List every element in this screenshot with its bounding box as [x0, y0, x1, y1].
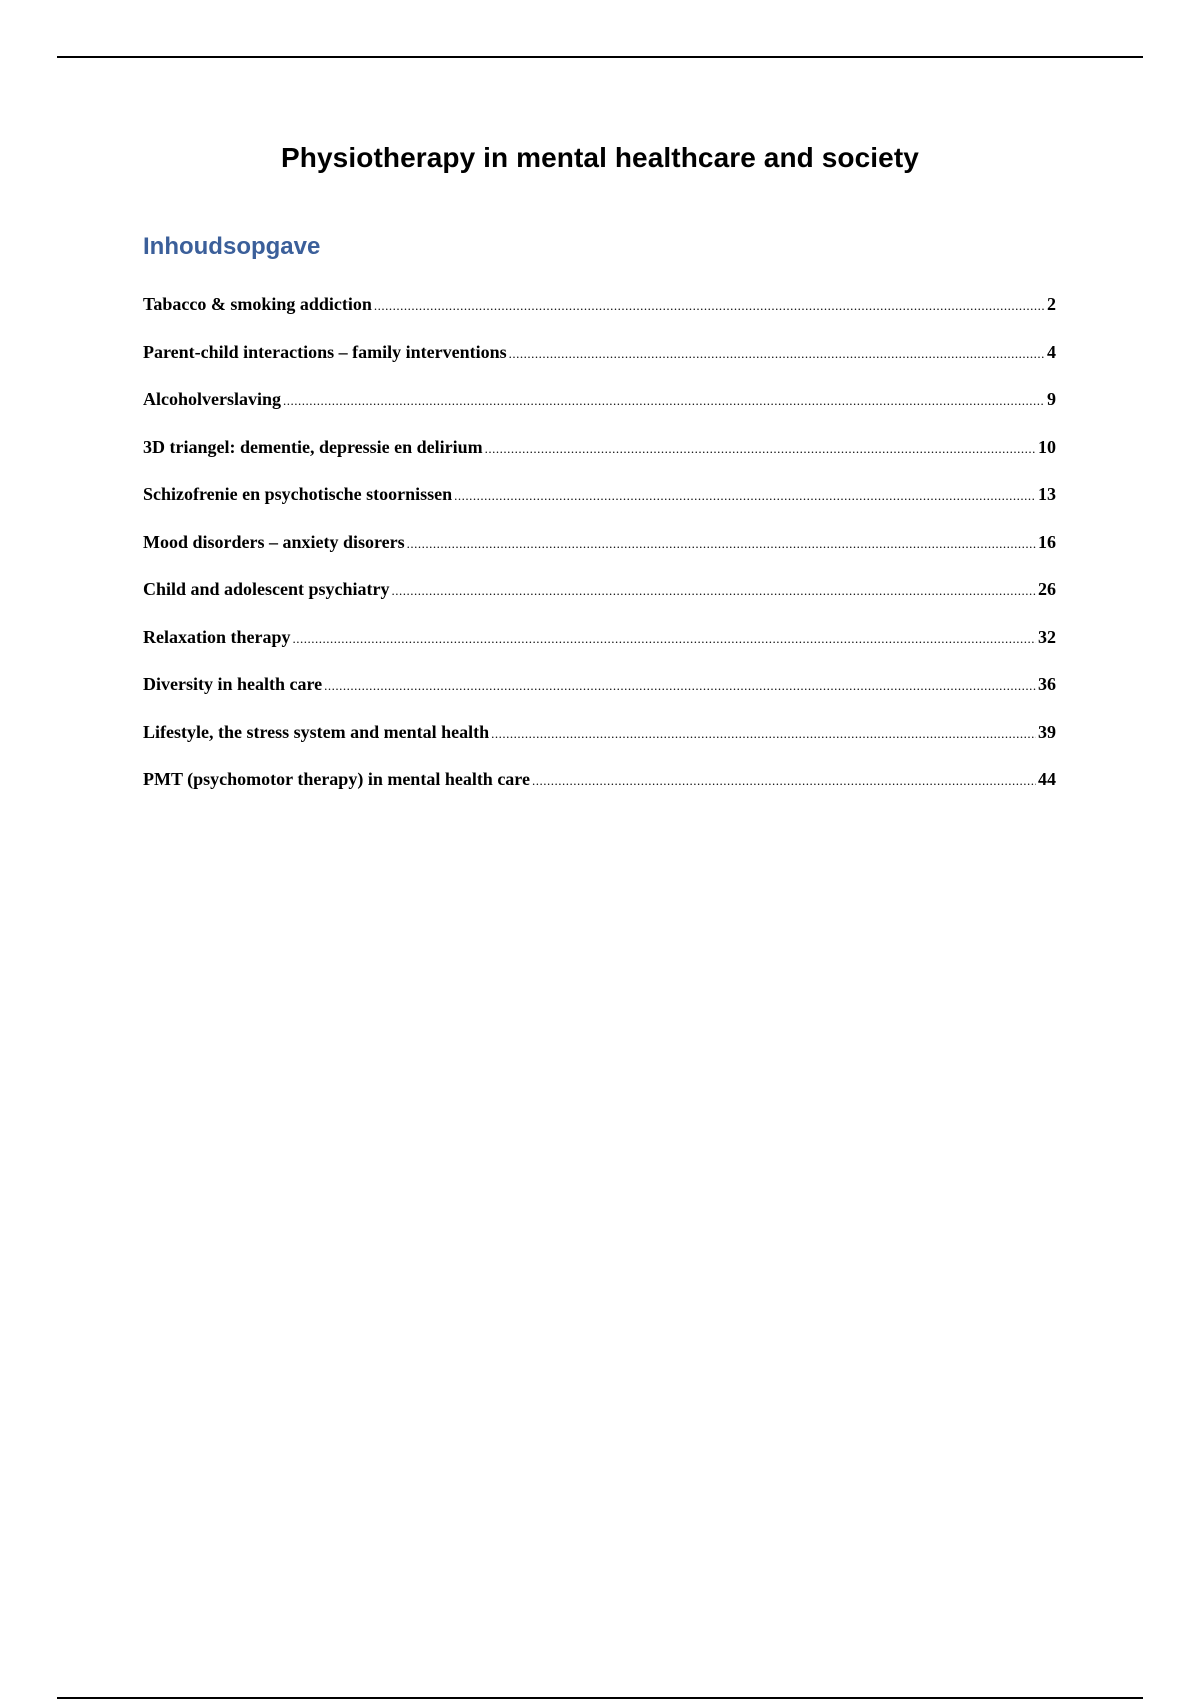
toc-entry-title: 3D triangel: dementie, depressie en delirium: [143, 436, 483, 457]
toc-entry-page: 4: [1047, 341, 1056, 362]
table-of-contents: [143, 293, 1056, 816]
toc-entry-page: 10: [1038, 436, 1056, 457]
toc-dot-leader: [392, 580, 1036, 602]
toc-entry-title: Tabacco & smoking addiction: [143, 294, 372, 314]
toc-entry-title: Parent-child interactions – family interventions: [143, 341, 507, 362]
toc-dot-leader: [485, 438, 1036, 460]
toc-entry-page: 16: [1038, 531, 1056, 552]
toc-heading: Inhoudsopgave: [143, 233, 321, 260]
toc-entry[interactable]: [143, 388, 1056, 436]
toc-dot-leader: [374, 295, 1045, 317]
toc-dot-leader: [324, 675, 1036, 697]
toc-entry-title: Diversity in health care: [143, 674, 323, 694]
toc-entry[interactable]: [143, 483, 1056, 531]
toc-entry-page: 9: [1047, 389, 1056, 409]
toc-dot-leader: [293, 628, 1037, 650]
toc-entry[interactable]: [143, 721, 1056, 769]
toc-entry[interactable]: [143, 673, 1056, 721]
toc-entry-page: 36: [1038, 674, 1056, 694]
toc-dot-leader: [407, 533, 1036, 555]
toc-entry-page: 26: [1038, 579, 1056, 599]
toc-dot-leader: [509, 343, 1045, 365]
toc-entry-page: 32: [1038, 626, 1056, 647]
toc-entry-page: 13: [1038, 484, 1056, 504]
toc-entry-title: Alcoholverslaving: [143, 389, 281, 409]
toc-entry-title: Child and adolescent psychiatry: [143, 579, 390, 599]
toc-entry-page: 39: [1038, 721, 1056, 742]
toc-dot-leader: [532, 770, 1036, 792]
toc-entry[interactable]: [143, 626, 1056, 674]
toc-entry-title: Schizofrenie en psychotische stoornissen: [143, 484, 453, 504]
toc-entry-title: PMT (psychomotor therapy) in mental health care: [143, 769, 530, 789]
toc-dot-leader: [454, 485, 1036, 507]
toc-entry-title: Mood disorders – anxiety disorers: [143, 531, 405, 552]
header-rule: [57, 56, 1143, 58]
toc-entry[interactable]: [143, 768, 1056, 816]
document-title: Physiotherapy in mental healthcare and society: [281, 142, 919, 173]
toc-entry[interactable]: [143, 436, 1056, 484]
toc-entry-page: 2: [1047, 294, 1056, 314]
toc-dot-leader: [283, 390, 1045, 412]
toc-entry-title: Lifestyle, the stress system and mental health: [143, 721, 490, 742]
footer-rule: [57, 1697, 1143, 1699]
toc-entry-page: 44: [1038, 769, 1056, 789]
toc-entry[interactable]: [143, 293, 1056, 341]
toc-entry[interactable]: [143, 578, 1056, 626]
toc-entry[interactable]: [143, 341, 1056, 389]
toc-entry-title: Relaxation therapy: [143, 626, 291, 647]
toc-entry[interactable]: [143, 531, 1056, 579]
toc-dot-leader: [491, 723, 1036, 745]
